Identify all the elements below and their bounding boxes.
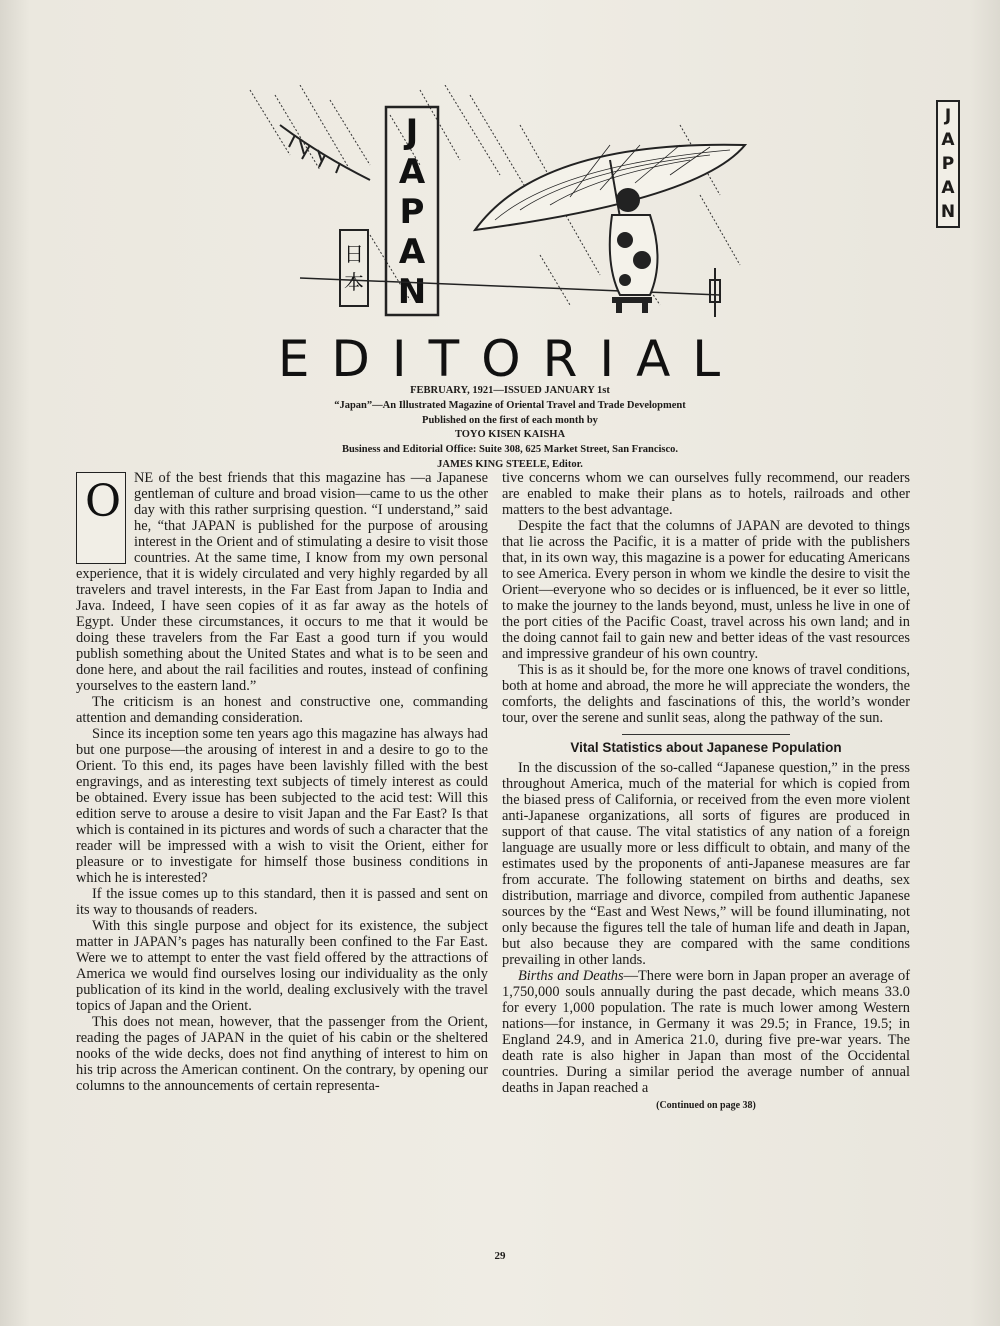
paragraph-lead: Births and Deaths (518, 968, 624, 984)
svg-text:J: J (405, 112, 419, 152)
paragraph: Despite the fact that the columns of JAPAN are devoted to things that lie across the Pacific, it is a matter of pride with the publishers that, in its own way, this magazine is a power for educating Americans to see America. Every person in whom we kindle the desire to visit the Orient—everyone who so decides or is influenced, be it ever so little, to make the journey to the lands beyond, must, unless he live in one of the port cities of the Pacific Coast, travel across his own land; and in the doing cannot fail to gain new and better ideas of the vast resources and impressive grandeur of his own country. (502, 518, 910, 662)
svg-text:本: 本 (344, 270, 364, 294)
publication-imprint (280, 384, 740, 473)
svg-text:A: A (398, 152, 426, 192)
paragraph: With this single purpose and object for its existence, the subject matter in JAPAN’s pages has naturally been confined to the Far East. Were we to attempt to enter the vast field offered by the attractions of America we would find ourselves losing our individuality as the only publication of its kind in the world, dealing exclusively with the travel topics of Japan and the Orient. (76, 918, 488, 1014)
tab-letter: P (941, 153, 955, 174)
imprint-frequency: Published on the first of each month by (422, 414, 598, 426)
masthead-illustration (240, 85, 760, 330)
kanji-sign (340, 230, 368, 306)
paragraph-body: —There were born in Japan proper an average of 1,750,000 souls annually during the past decade, which means 33.0 for every 1,000 population. The rate is much lower among Western nations—for instance, in Germany it was 29.5; in France, 19.5; in England 24.9, and in America 21.0, during five pre-war years. The death rate is also higher in Japan than most of the Occidental countries. During a similar period the average number of annual deaths in Japan reached a (502, 968, 910, 1096)
svg-text:P: P (399, 192, 425, 232)
svg-text:N: N (397, 272, 427, 312)
svg-text:A: A (398, 232, 426, 272)
paragraph: This does not mean, however, that the passenger from the Orient, reading the pages of JAPAN in the quiet of his cabin or the sheltered nooks of the wide decks, does not find anything of interest to him on his trip across the American continent. On the contrary, by opening our columns to the announcements of certain representa- (76, 1014, 488, 1094)
rain-lines (250, 85, 740, 305)
tab-letter: A (941, 177, 955, 198)
imprint-description: “Japan”—An Illustrated Magazine of Oriental Travel and Trade Development (334, 399, 686, 411)
drop-cap-letter: O (85, 476, 122, 527)
paragraph: Since its inception some ten years ago this magazine has always had but one purpose—the arousing of interest in and a desire to go to the Orient. To this end, its pages have been lavishly filled with the best engravings, and as interesting text subjects of timely interest as could be obtained. Every issue has been subjected to the acid test: Will this edition serve to arouse a desire to visit Japan and the Far East? Is that which is contained in its pictures and words of such a character that the reader will be impressed with a wish to visit the Orient, either for pleasure or to investigate for himself those business conditions in which he is interested? (76, 726, 488, 886)
imprint-date: FEBRUARY, 1921—ISSUED JANUARY 1st (410, 385, 610, 396)
continued-note: (Continued on page 38) (656, 1100, 756, 1111)
willow-branch (280, 125, 370, 180)
post (710, 268, 720, 317)
svg-text:日: 日 (344, 242, 364, 266)
paragraph: The criticism is an honest and constructive one, commanding attention and demanding consideration. (76, 694, 488, 726)
drop-cap (76, 472, 126, 564)
page-number: 29 (494, 1250, 506, 1262)
paragraph: This is as it should be, for the more one knows of travel conditions, both at home and abroad, the more he will appreciate the wonders, the comforts, the delights and fascinations of this, the world’s wonder tour, over the serene and sunlit seas, along the pathway of the sun. (502, 662, 910, 726)
paragraph (502, 968, 910, 1096)
left-column (76, 470, 488, 1094)
imprint-publisher: TOYO KISEN KAISHA (454, 429, 566, 441)
imprint-editor: JAMES KING STEELE, Editor. (437, 458, 583, 470)
figure-in-rain (610, 188, 658, 313)
paragraph: NE of the best friends that this magazine has —a Japanese gentleman of culture and broad vision—came to us the other day with this rather surprising question. “I understand,” said he, “that JAPAN is published for the purpose of arousing interest in the Orient and of stimulating a desire to visit those countries. At the same time, I know from my own personal experience, that it is widely circulated and very highly regarded by all travelers and travel interests, in the Far East from Japan to India and Java. Indeed, I have seen copies of it as far away as the hotels of Egypt. Under these circumstances, it occurs to me that it would be doing these travelers from the Far East a good turn if you would publish something about the United States and what is to be seen and done here, and about the rail facilities and routes, instead of confining yourselves to the eastern land.” (76, 470, 488, 694)
paragraph: tive concerns whom we can ourselves fully recommend, our readers are enabled to make their plans as to hotels, railroads and other matters to the best advantage. (502, 470, 910, 518)
imprint-office: Business and Editorial Office: Suite 308, 625 Market Street, San Francisco. (341, 444, 679, 456)
tab-letter: N (940, 201, 956, 222)
page-title: EDITORIAL (277, 330, 743, 388)
paragraph: In the discussion of the so-called “Japanese question,” in the press throughout America, much of the material for which is copied from the biased press of California, or received from the even more violent anti-Japanese organizations, all sorts of figures are produced in support of that cause. The vital statistics of any nation of a foreign language are usually more or less difficult to obtain, and many of the estimates used by the proponents of anti-Japanese measures are far from accurate. The following statement on births and deaths, sex distribution, marriage and divorce, compiled from authentic Japanese sources by the “East and West News,” will be found illuminating, not only because the figures tell the tale of human life and death in Japan, but also because they are compared with the same conditions prevailing in other lands. (502, 760, 910, 968)
tab-letter: J (944, 105, 952, 126)
right-column (502, 470, 910, 1114)
tab-letter: A (941, 129, 955, 150)
paragraph: If the issue comes up to this standard, then it is passed and sent on its way to thousands of readers. (76, 886, 488, 918)
section-tab (936, 100, 960, 228)
section-heading: Vital Statistics about Japanese Population (502, 734, 910, 756)
